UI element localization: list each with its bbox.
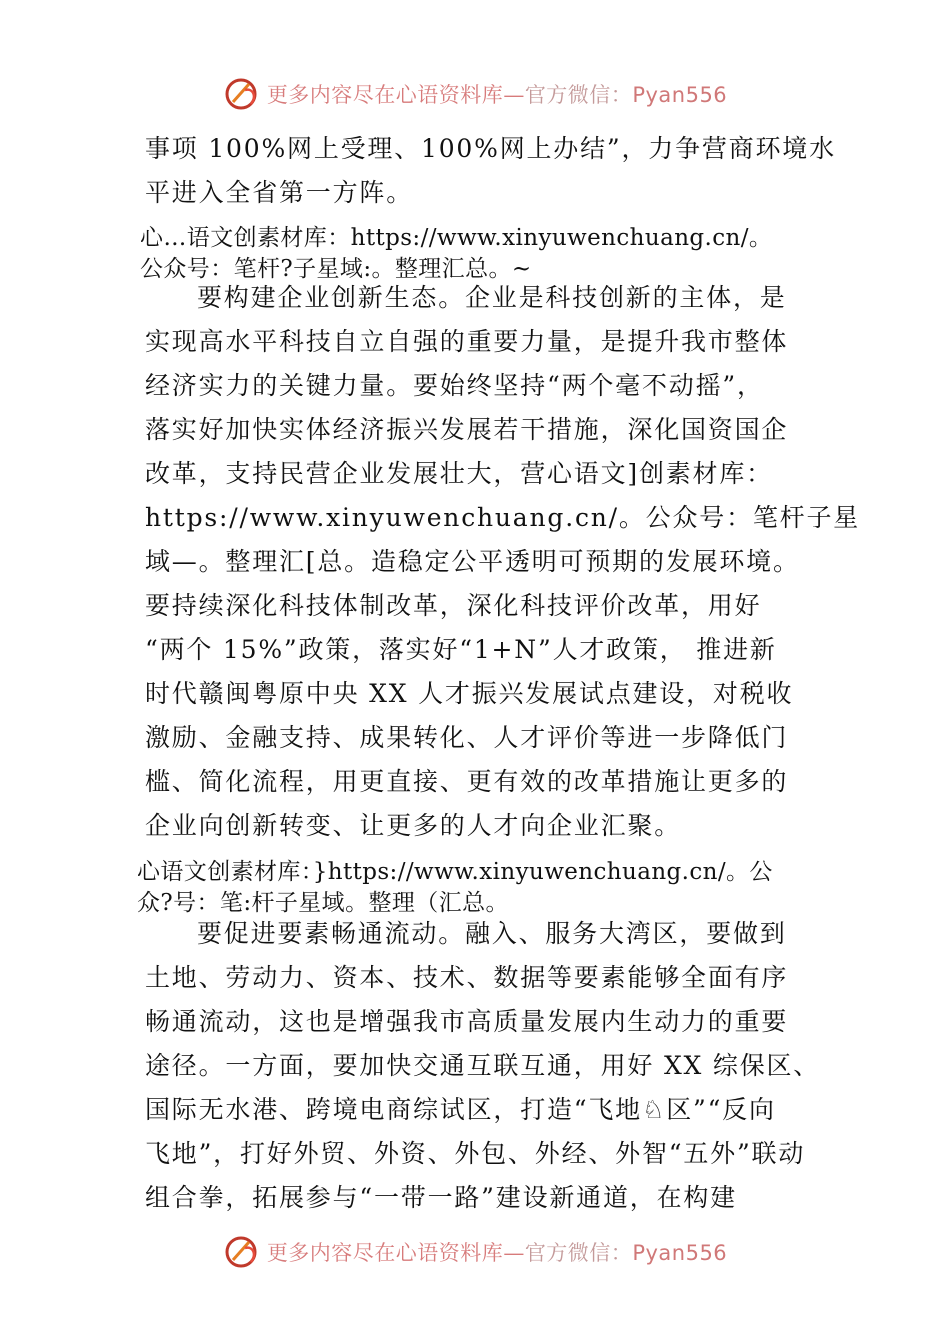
doc-line: 土地、劳动力、资本、技术、数据等要素能够全面有序 — [145, 963, 789, 992]
banner-dash: — — [503, 83, 525, 107]
doc-line: 组合拳，拓展参与“一带一路”建设新通道，在构建 — [145, 1183, 737, 1212]
doc-line: 改革，支持民营企业发展壮大，营心语文]创素材库： — [145, 459, 773, 488]
doc-line: 畅通流动，这也是增强我市高质量发展内生动力的重要 — [145, 1007, 789, 1036]
banner-text — [267, 79, 727, 109]
source-note-line: 公众号：笔杆?子星域:。整理汇总。~ — [140, 256, 532, 282]
doc-line: 要持续深化科技体制改革，深化科技评价改革，用好 — [145, 591, 762, 620]
doc-line: 实现高水平科技自立自强的重要力量，是提升我市整体 — [145, 327, 789, 356]
doc-line: 途径。一方面，要加快交通互联互通，用好 XX 综保区、 — [145, 1051, 821, 1080]
source-note-line: 心语文创素材库：}https://www.xinyuwenchuang.cn/。公 — [137, 859, 773, 885]
doc-line: 平进入全省第一方阵。 — [145, 178, 414, 207]
watermark-logo-icon — [223, 1232, 263, 1272]
doc-line: 事项 100%网上受理、100%网上办结”，力争营商环境水 — [145, 134, 836, 163]
watermark-logo-icon — [223, 74, 263, 114]
source-note-line: 心…语文创素材库：https://www.xinyuwenchuang.cn/。 — [140, 225, 773, 251]
doc-line: 槛、简化流程，用更直接、更有效的改革措施让更多的 — [145, 767, 789, 796]
doc-line: https://www.xinyuwenchuang.cn/。公众号：笔杆子星 — [145, 503, 861, 532]
doc-line: 经济实力的关键力量。要始终坚持“两个毫不动摇”， — [145, 371, 764, 400]
header-watermark-banner — [0, 74, 950, 114]
banner-dash: — — [503, 1241, 525, 1265]
footer-watermark-banner — [0, 1232, 950, 1272]
doc-line: 激励、金融支持、成果转化、人才评价等进一步降低门 — [145, 723, 789, 752]
doc-line: “两个 15%”政策，落实好“1+N”人才政策， 推进新 — [145, 635, 777, 664]
doc-line: 时代赣闽粤原中央 XX 人才振兴发展试点建设，对税收 — [145, 679, 794, 708]
banner-text — [267, 1237, 727, 1267]
doc-line: 国际无水港、跨境电商综试区，打造“飞地♘区”“反向 — [145, 1095, 776, 1124]
banner-wechat-label: 官方微信： — [524, 83, 633, 107]
source-note-line: 众?号：笔:杆子星域。整理（汇总。 — [137, 890, 509, 916]
banner-main-text: 更多内容尽在心语资料库 — [266, 1241, 504, 1265]
banner-main-text: 更多内容尽在心语资料库 — [266, 83, 504, 107]
banner-wechat-label: 官方微信： — [524, 1241, 633, 1265]
paragraph-first-line: 要促进要素畅通流动。融入、服务大湾区，要做到 — [197, 919, 787, 948]
banner-wechat-id: Pyan556 — [632, 83, 728, 107]
doc-line: 落实好加快实体经济振兴发展若干措施，深化国资国企 — [145, 415, 789, 444]
doc-line: 企业向创新转变、让更多的人才向企业汇聚。 — [145, 811, 682, 840]
banner-wechat-id: Pyan556 — [632, 1241, 728, 1265]
paragraph-first-line: 要构建企业创新生态。企业是科技创新的主体，是 — [197, 283, 787, 312]
doc-line: 域—。整理汇[总。造稳定公平透明可预期的发展环境。 — [145, 547, 800, 576]
doc-line: 飞地”，打好外贸、外资、外包、外经、外智“五外”联动 — [145, 1139, 806, 1168]
